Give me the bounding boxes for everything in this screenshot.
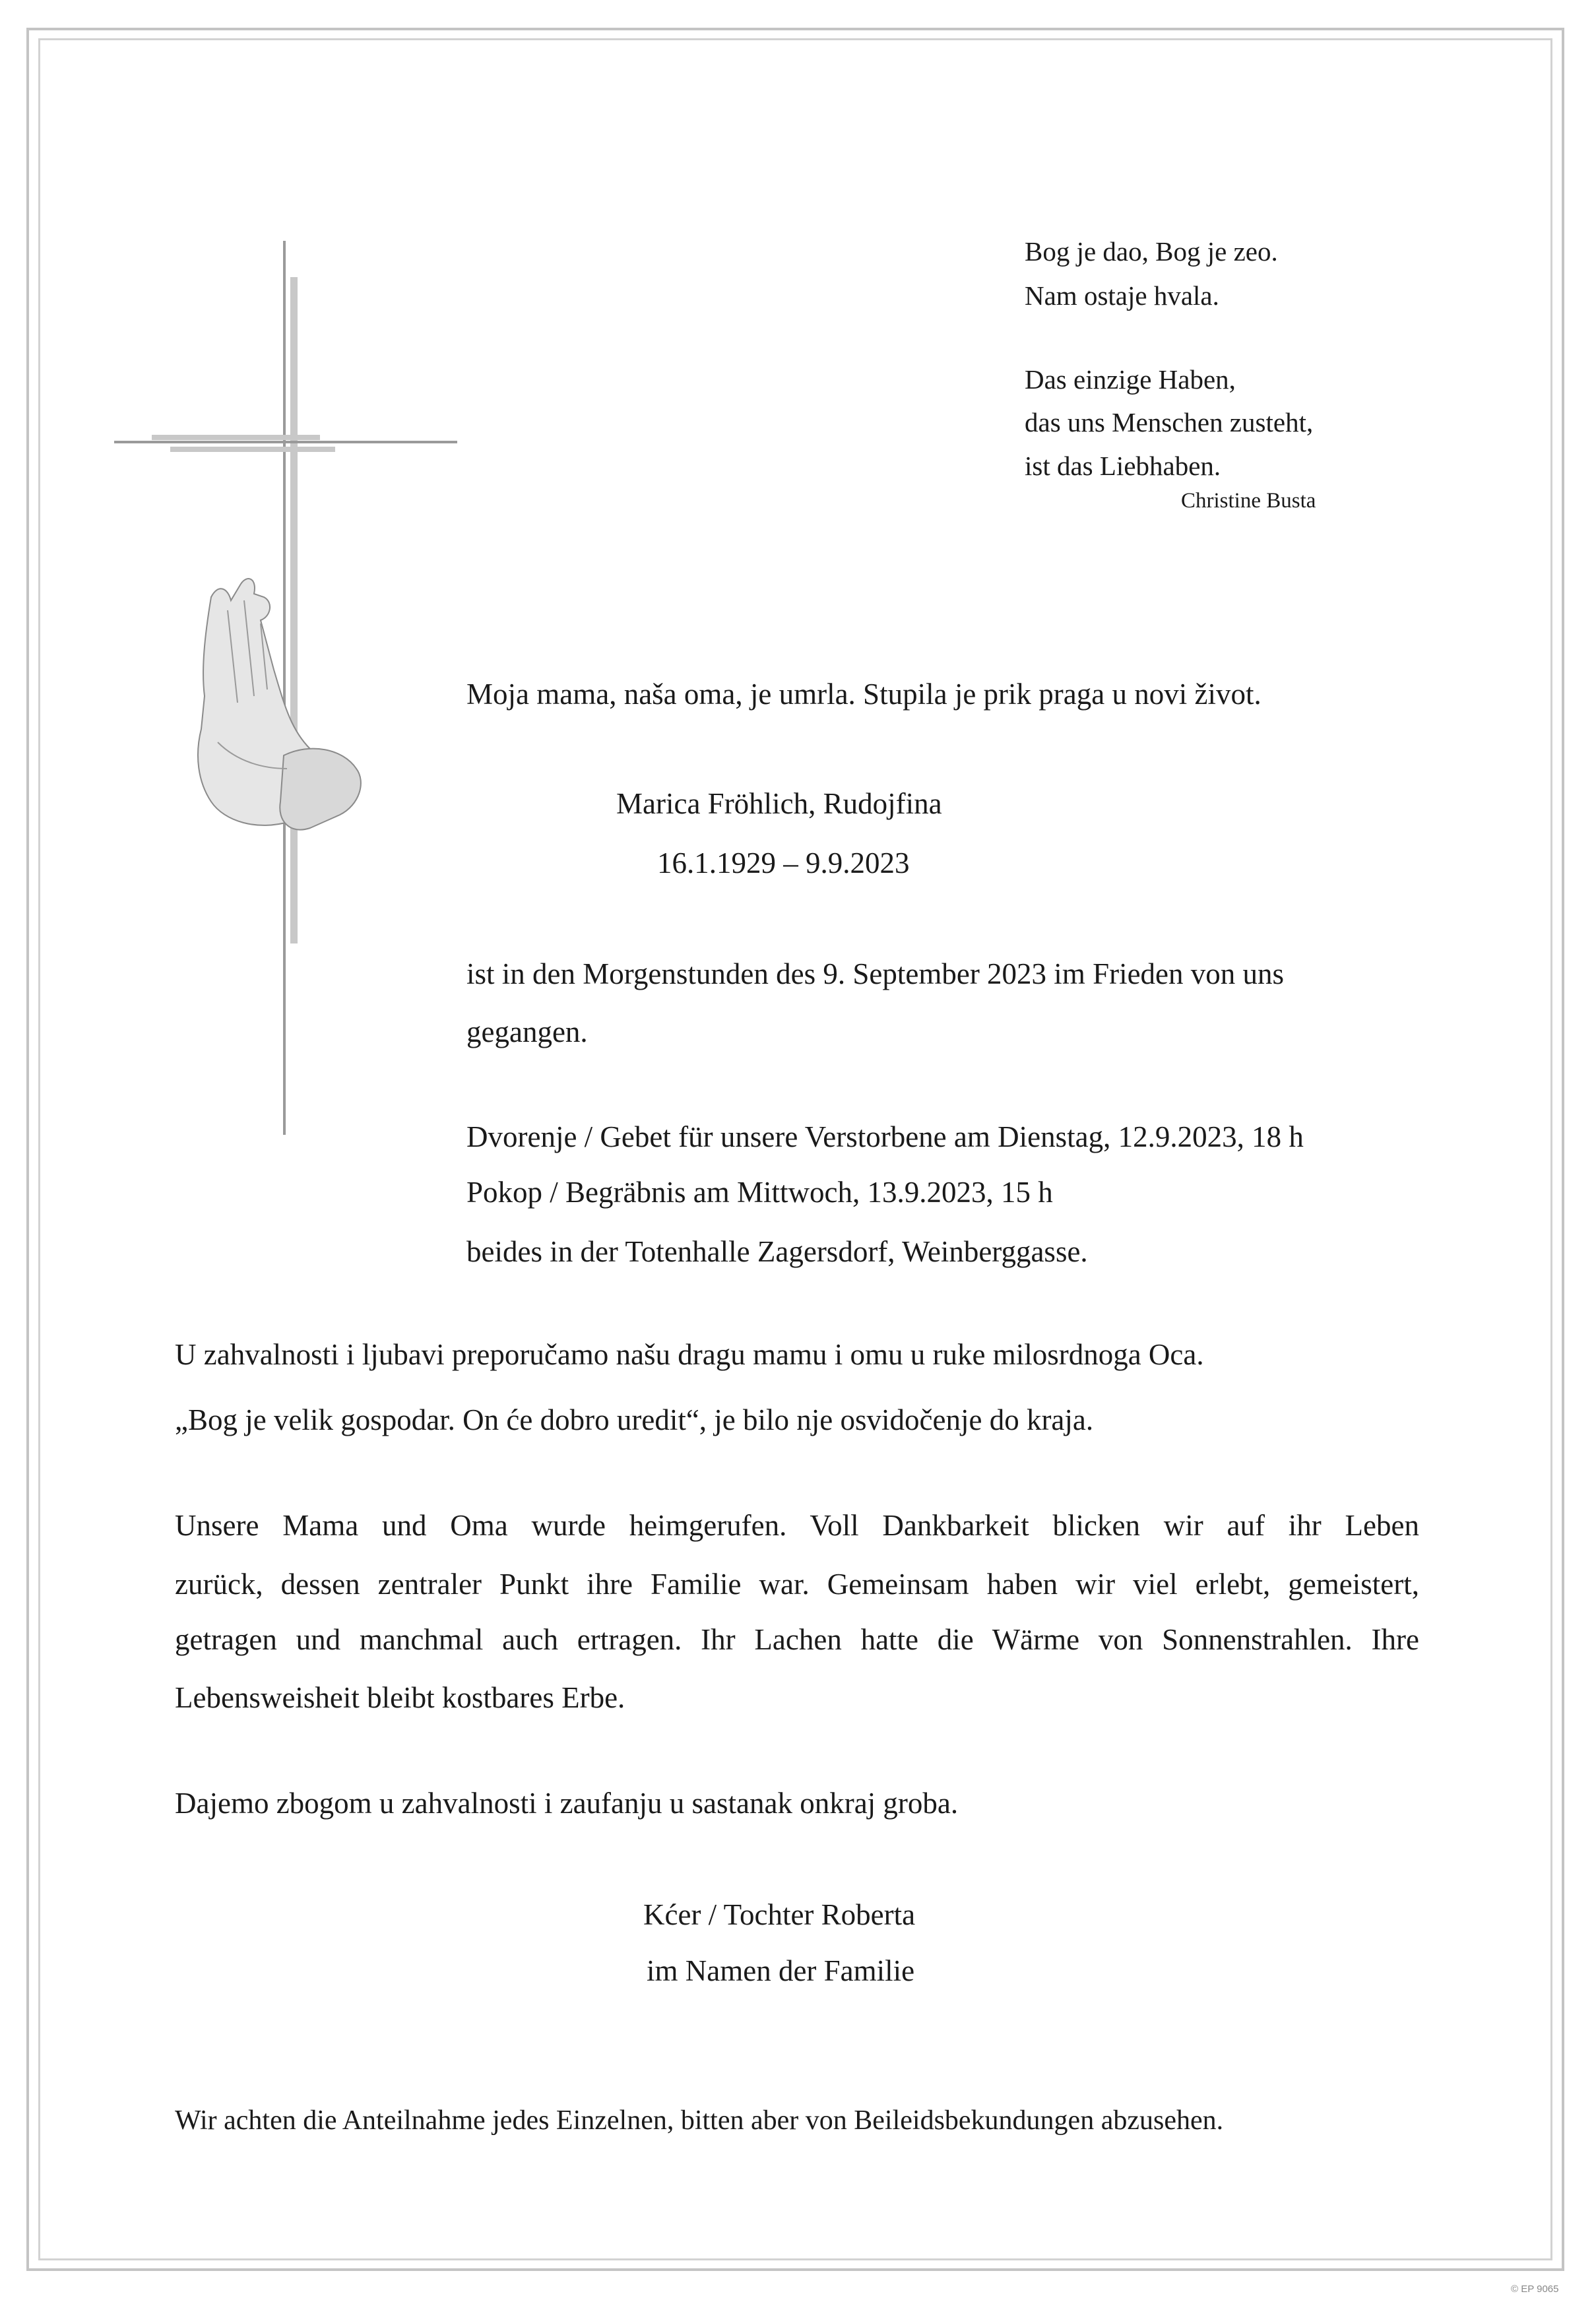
farewell: Dajemo zbogom u zahvalnosti i zaufanju u sastanak onkraj groba. <box>175 1787 959 1820</box>
german-line-3: getragen und manchmal auch ertragen. Ihr Lachen hatte die Wärme von Sonnenstrahlen. Ihre <box>175 1623 1419 1656</box>
deceased-name: Marica Fröhlich, Rudojfina <box>616 787 942 820</box>
praying-hands-icon <box>198 579 361 830</box>
quote-line-hr-2: Nam ostaje hvala. <box>1025 280 1219 311</box>
quote-line-de-3: ist das Liebhaben. <box>1025 451 1221 481</box>
cross-icon <box>112 241 462 1138</box>
passing-line-2: gegangen. <box>466 1015 588 1048</box>
quote-line-de-2: das uns Menschen zusteht, <box>1025 407 1314 437</box>
croatian-line-2: „Bog je velik gospodar. On će dobro uredit“, je bilo nje osvidočenje do kraja. <box>175 1403 1094 1436</box>
print-code: © EP 9065 <box>1511 2284 1559 2295</box>
announcement: Moja mama, naša oma, je umrla. Stupila je prik praga u novi život. <box>466 678 1261 711</box>
passing-line-1: ist in den Morgenstunden des 9. September 2023 im Frieden von uns <box>466 957 1285 990</box>
signature-line-1: Kćer / Tochter Roberta <box>643 1898 916 1931</box>
ceremony-line-2: Pokop / Begräbnis am Mittwoch, 13.9.2023, 15 h <box>466 1176 1053 1209</box>
deceased-dates: 16.1.1929 – 9.9.2023 <box>657 847 910 879</box>
german-line-2: zurück, dessen zentraler Punkt ihre Familie war. Gemeinsam haben wir viel erlebt, gemeistert, <box>175 1568 1419 1601</box>
ceremony-line-3: beides in der Totenhalle Zagersdorf, Weinberggasse. <box>466 1235 1088 1268</box>
quote-line-de-1: Das einzige Haben, <box>1025 364 1236 395</box>
german-line-4: Lebensweisheit bleibt kostbares Erbe. <box>175 1681 625 1714</box>
footer-note: Wir achten die Anteilnahme jedes Einzelnen, bitten aber von Beileidsbekundungen abzusehen. <box>175 2105 1224 2136</box>
croatian-line-1: U zahvalnosti i ljubavi preporučamo našu dragu mamu i omu u ruke milosrdnoga Oca. <box>175 1338 1204 1371</box>
ceremony-line-1: Dvorenje / Gebet für unsere Verstorbene am Dienstag, 12.9.2023, 18 h <box>466 1120 1304 1153</box>
german-line-1: Unsere Mama und Oma wurde heimgerufen. Voll Dankbarkeit blicken wir auf ihr Leben <box>175 1509 1419 1542</box>
signature-line-2: im Namen der Familie <box>647 1954 915 1987</box>
quote-author: Christine Busta <box>1181 489 1316 513</box>
quote-line-hr-1: Bog je dao, Bog je zeo. <box>1025 236 1278 267</box>
